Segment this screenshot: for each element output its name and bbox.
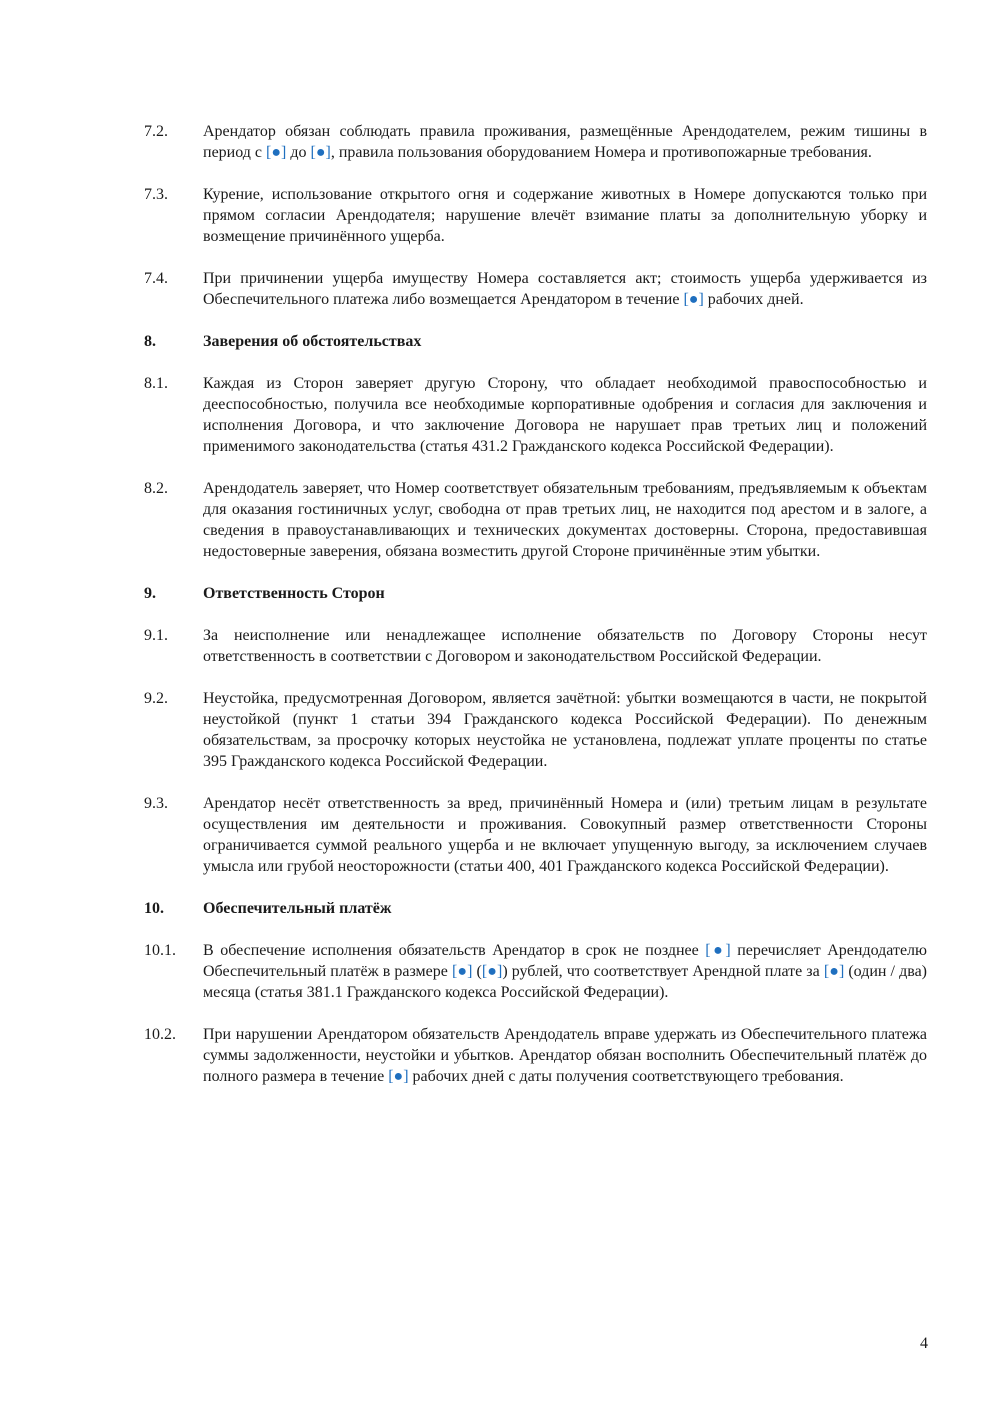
placeholder-field: [●]: [388, 1068, 409, 1085]
text-segment: В обеспечение исполнения обязательств Арендатор в срок не позднее: [203, 942, 706, 959]
section-title: Заверения об обстоятельствах: [203, 333, 422, 350]
placeholder-field: [●]: [683, 291, 704, 308]
document-body: [144, 121, 927, 1108]
clause-text: Арендодатель заверяет, что Номер соответствует обязательным требованиям, предъявляемым к объектам для оказания гостиничных услуг, свободна от прав третьих лиц, не находится под арестом и в залоге, а сведения в правоустанавливающих и технических документах достоверны. Сторона, предоставившая недостоверные заверения, обязана возместить другой Стороне причинённые этим убытки.: [203, 480, 927, 560]
text-segment: ) рублей, что соответствует Арендной плате за: [502, 963, 824, 980]
clause-8-2: [144, 478, 927, 562]
text-segment: (один / два) месяца (статья 381.1 Гражданского кодекса Российской Федерации).: [203, 963, 927, 1001]
placeholder-field: [●]: [705, 942, 731, 959]
section-title: Обеспечительный платёж: [203, 900, 392, 917]
section-heading-8: [144, 331, 927, 352]
text-segment: рабочих дней с даты получения соответствующего требования.: [408, 1068, 844, 1085]
clause-number: 9.2.: [144, 690, 168, 707]
clause-7-4: [144, 268, 927, 310]
clause-7-2: [144, 121, 927, 163]
clause-text: Арендатор несёт ответственность за вред, причинённый Номера и (или) третьим лицам в результате осуществления им деятельности и проживания. Совокупный размер ответственности Стороны ограничивается суммой реального ущерба и не включает упущенную выгоду, за исключением случаев умысла или грубой неосторожности (статьи 400, 401 Гражданского кодекса Российской Федерации).: [203, 795, 927, 875]
clause-text: Неустойка, предусмотренная Договором, является зачётной: убытки возмещаются в части, не покрытой неустойкой (пункт 1 статьи 394 Гражданского кодекса Российской Федерации). По денежным обязательствам, за просрочку которых неустойка не установлена, подлежат уплате проценты по статье 395 Гражданского кодекса Российской Федерации.: [203, 690, 927, 770]
section-title: Ответственность Сторон: [203, 585, 385, 602]
clause-text: [203, 1024, 927, 1087]
page-number: 4: [920, 1335, 928, 1352]
clause-text: Каждая из Сторон заверяет другую Сторону, что обладает необходимой правоспособностью и дееспособностью, получила все необходимые корпоративные одобрения и согласия для заключения и исполнения Договора, и что заключение Договора не нарушает прав третьих лиц и положений применимого законодательства (статья 431.2 Гражданского кодекса Российской Федерации).: [203, 375, 927, 455]
clause-number: 8.2.: [144, 480, 168, 497]
text-segment: При причинении ущерба имуществу Номера составляется акт; стоимость ущерба удерживается из Обеспечительного платежа либо возмещается Арендатором в течение: [203, 270, 927, 308]
section-number: 10.: [144, 900, 164, 917]
clause-text: [203, 940, 927, 1003]
clause-number: 7.2.: [144, 123, 168, 140]
placeholder-field: [●]: [823, 963, 845, 980]
clause-10-1: [144, 940, 927, 1003]
text-segment: , правила пользования оборудованием Номера и противопожарные требования.: [330, 144, 872, 161]
text-segment: перечисляет Арендодателю Обеспечительный платёж в размере: [203, 942, 927, 980]
placeholder-field: [●]: [451, 963, 473, 980]
clause-text: Курение, использование открытого огня и содержание животных в Номере допускаются только при прямом согласии Арендодателя; нарушение влечёт взимание платы за дополнительную уборку и возмещение причинённого ущерба.: [203, 186, 927, 245]
section-number: 9.: [144, 585, 156, 602]
text-segment: При нарушении Арендатором обязательств Арендодатель вправе удержать из Обеспечительного платежа суммы задолженности, неустойки и убытков. Арендатор обязан восполнить Обеспечительный платёж до полного размера в течение: [203, 1026, 927, 1085]
section-heading-10: [144, 898, 927, 919]
clause-9-3: [144, 793, 927, 877]
text-segment: (: [472, 963, 482, 980]
clause-number: 8.1.: [144, 375, 168, 392]
text-segment: Арендатор обязан соблюдать правила проживания, размещённые Арендодателем, режим тишины в период с: [203, 123, 927, 161]
clause-number: 7.3.: [144, 186, 168, 203]
text-segment: до: [286, 144, 311, 161]
clause-text: [203, 121, 927, 163]
clause-number: 7.4.: [144, 270, 168, 287]
clause-text: [203, 268, 927, 310]
section-number: 8.: [144, 333, 156, 350]
clause-number: 10.1.: [144, 942, 176, 959]
clause-8-1: [144, 373, 927, 457]
placeholder-field: [●]: [266, 144, 287, 161]
placeholder-field: [●]: [481, 963, 503, 980]
text-segment: рабочих дней.: [703, 291, 804, 308]
clause-number: 10.2.: [144, 1026, 176, 1043]
clause-9-2: [144, 688, 927, 772]
clause-number: 9.3.: [144, 795, 168, 812]
placeholder-field: [●]: [310, 144, 331, 161]
clause-number: 9.1.: [144, 627, 168, 644]
clause-10-2: [144, 1024, 927, 1087]
section-heading-9: [144, 583, 927, 604]
clause-text: За неисполнение или ненадлежащее исполнение обязательств по Договору Стороны несут ответственность в соответствии с Договором и законодательством Российской Федерации.: [203, 627, 927, 665]
clause-9-1: [144, 625, 927, 667]
clause-7-3: [144, 184, 927, 247]
